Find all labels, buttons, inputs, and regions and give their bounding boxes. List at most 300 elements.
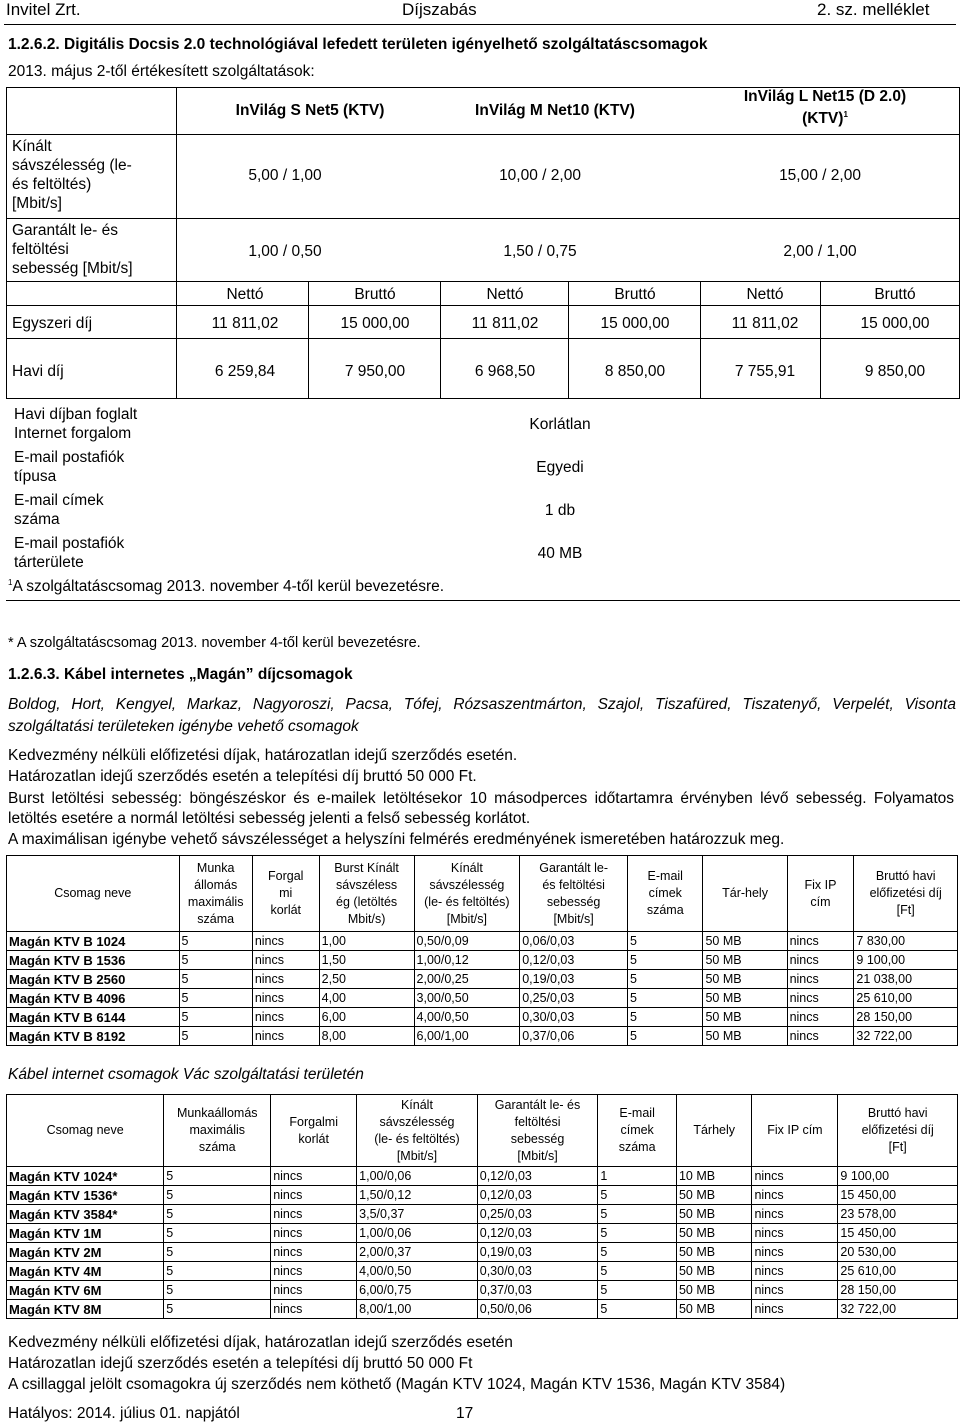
monthly-value: 6 259,84 [214, 363, 276, 380]
col-header [787, 856, 854, 932]
note-discount: Kedvezmény nélküli előfizetési díjak, határozatlan idejű szerződés esetén [8, 1334, 513, 1351]
guaranteed-label [12, 221, 177, 278]
header-line: Bruttó havi [875, 869, 936, 883]
table-cell: nincs [271, 1205, 357, 1224]
table-cell: 0,12/0,03 [520, 951, 628, 970]
package-l-header-ktv [700, 110, 950, 128]
table-row [7, 1243, 958, 1262]
package-l-header-ktv-text: (KTV) [802, 110, 844, 128]
package-name-cell: Magán KTV B 6144 [7, 1008, 180, 1027]
table-cell: 50 MB [703, 932, 787, 951]
table-cell: 0,12/0,03 [477, 1224, 598, 1243]
header-line: (le- és feltöltés) [424, 894, 510, 909]
header-line: Fix IP cím [767, 1123, 823, 1137]
table-cell: 3,5/0,37 [357, 1205, 478, 1224]
package-name-cell: Magán KTV B 1024 [7, 932, 180, 951]
col-brutto: Bruttó [354, 286, 396, 303]
label-line: E-mail címek [14, 492, 104, 509]
para-max: A maximálisan igénybe vehető sávszélességet a helyszíni felmérés eredményének ismeretében határozzuk meg. [8, 831, 785, 848]
header-line: előfizetési díj [861, 1123, 934, 1137]
table-cell: 20 530,00 [838, 1243, 958, 1262]
table-cell: nincs [752, 1224, 838, 1243]
package-name-cell: Magán KTV 4M [7, 1262, 164, 1281]
table-cell: nincs [787, 1027, 854, 1046]
label-line: Internet forgalom [14, 425, 132, 442]
header-line: Kínált [450, 860, 483, 875]
header-line: Munkaállomás [176, 1106, 258, 1120]
table-cell: 2,00/0,37 [357, 1243, 478, 1262]
one-time-label: Egyszeri díj [12, 315, 93, 332]
label-line: [Mbit/s] [12, 195, 62, 212]
table-cell: nincs [271, 1281, 357, 1300]
s1-rule [6, 281, 960, 282]
col-header [477, 1095, 598, 1167]
table-cell: 32 722,00 [854, 1027, 958, 1046]
col-brutto: Bruttó [614, 286, 656, 303]
table-cell: 5 [628, 932, 703, 951]
table-cell: 5 [179, 989, 252, 1008]
package-name-cell: Magán KTV 3584* [7, 1205, 164, 1224]
feature-value: Egyedi [536, 459, 584, 476]
table-cell: 9 100,00 [854, 951, 958, 970]
vac-table [6, 1094, 958, 1319]
table-cell: 0,19/0,03 [520, 970, 628, 989]
table-cell: 5 [598, 1243, 677, 1262]
section2-title-prefix: 1.2.6.3. Kábel internetes [8, 666, 189, 683]
label-line: Havi díjban foglalt [14, 406, 138, 423]
header-line: [Ft] [896, 903, 915, 917]
table-cell: 5 [164, 1281, 271, 1300]
section1-title: 1.2.6.2. Digitális Docsis 2.0 technológiával lefedett területen igényelhető szolgáltatáscsomagok [8, 36, 708, 53]
package-name-cell: Magán KTV 1024* [7, 1167, 164, 1186]
table-cell: 0,06/0,03 [520, 932, 628, 951]
table-cell: 50 MB [676, 1205, 751, 1224]
header-title: Díjszabás [402, 0, 477, 19]
s1-rule [6, 338, 960, 339]
col-header [703, 856, 787, 932]
package-name-cell: Magán KTV B 4096 [7, 989, 180, 1008]
monthly-label: Havi díj [12, 363, 64, 380]
one-time-value: 11 811,02 [731, 315, 799, 332]
col-header [252, 856, 319, 932]
table-cell: 0,25/0,03 [477, 1205, 598, 1224]
header-line: Forgal [268, 869, 304, 883]
label-line: típusa [14, 468, 57, 485]
table-cell: nincs [752, 1300, 838, 1319]
header-line: [Mbit/s] [396, 1148, 438, 1163]
footnote-marker: 1 [8, 578, 13, 587]
table-row [7, 1008, 958, 1027]
header-line: száma [618, 1140, 656, 1154]
table-cell: 5 [598, 1300, 677, 1319]
header-line: Tárhely [693, 1123, 736, 1137]
feature-label [14, 534, 214, 572]
table-cell: 0,12/0,03 [477, 1186, 598, 1205]
footnote-marker: 1 [843, 110, 848, 119]
col-header [676, 1095, 751, 1167]
table-cell: 5 [179, 932, 252, 951]
table-cell: nincs [252, 989, 319, 1008]
table-cell: 1 [598, 1167, 677, 1186]
footer-effective: Hatályos: 2014. július 01. napjától [8, 1405, 240, 1422]
bandwidth-label [12, 137, 177, 213]
note-install-fee: Határozatlan idejű szerződés esetén a telepítési díj bruttó 50 000 Ft [8, 1355, 473, 1372]
table-cell: 4,00/0,50 [357, 1262, 478, 1281]
table-cell: 5 [628, 970, 703, 989]
table-cell: 32 722,00 [838, 1300, 958, 1319]
table-cell: 7 830,00 [854, 932, 958, 951]
header-line: maximális [187, 894, 244, 909]
service-areas: Boldog, Hort, Kengyel, Markaz, Nagyoroszi, Pacsa, Tófej, Rózsaszentmárton, Szajol, Tiszafüred, Tiszatenyő, Verpelét, Visonta szolgáltatási területeken igénybe vehető csomagok [8, 696, 956, 735]
header-line: korlát [270, 903, 302, 917]
para-discount: Kedvezmény nélküli előfizetési díjak, határozatlan idejű szerződés esetén. [8, 747, 518, 764]
bandwidth-l: 15,00 / 2,00 [779, 167, 861, 184]
table-cell: nincs [787, 970, 854, 989]
table-cell: 5 [628, 1008, 703, 1027]
guaranteed-m: 1,50 / 0,75 [503, 243, 577, 260]
header-line: E-mail [647, 869, 683, 883]
package-s-header: InVilág S Net5 (KTV) [235, 102, 385, 119]
header-line: sebesség [546, 894, 601, 909]
table-cell: 28 150,00 [854, 1008, 958, 1027]
package-name-cell: Magán KTV 8M [7, 1300, 164, 1319]
col-header [271, 1095, 357, 1167]
table-cell: 4,00 [319, 989, 414, 1008]
table-row [7, 1300, 958, 1319]
section3-title: Kábel internet csomagok Vác szolgáltatási területén [8, 1066, 364, 1083]
table-row [7, 1224, 958, 1243]
col-header [319, 856, 414, 932]
table-cell: 0,30/0,03 [477, 1262, 598, 1281]
table-cell: 1,00/0,12 [414, 951, 520, 970]
col-header [357, 1095, 478, 1167]
table-cell: 1,00/0,06 [357, 1167, 478, 1186]
table-cell: 50 MB [676, 1300, 751, 1319]
header-line: [Mbit/s] [517, 1148, 558, 1163]
header-line: [Ft] [888, 1140, 907, 1154]
section2-title-quoted: „Magán” [188, 666, 254, 683]
bandwidth-m: 10,00 / 2,00 [499, 167, 581, 184]
table-cell: nincs [787, 989, 854, 1008]
header-line: Csomag neve [46, 1123, 124, 1137]
table-cell: 2,00/0,25 [414, 970, 520, 989]
header-line: Munka [196, 860, 235, 875]
col-header [164, 1095, 271, 1167]
table-cell: 0,37/0,06 [520, 1027, 628, 1046]
label-line: és feltöltés) [12, 176, 92, 193]
table-cell: 0,25/0,03 [520, 989, 628, 1008]
table-header-row [7, 1095, 958, 1167]
header-line: korlát [298, 1131, 329, 1146]
table-row [7, 1262, 958, 1281]
label-line: tárterülete [14, 554, 84, 571]
header-line: sávszélesség [379, 1114, 455, 1129]
header-line: címek [648, 886, 682, 900]
table-cell: 6,00/1,00 [414, 1027, 520, 1046]
package-name-cell: Magán KTV B 8192 [7, 1027, 180, 1046]
table-cell: nincs [752, 1167, 838, 1186]
vac-table-body [7, 1167, 958, 1319]
table-row [7, 970, 958, 989]
table-cell: 4,00/0,50 [414, 1008, 520, 1027]
header-line: Forgalmi [289, 1114, 338, 1129]
table-cell: 6,00 [319, 1008, 414, 1027]
header-line: Garantált le- és [494, 1097, 581, 1112]
table-cell: nincs [271, 1300, 357, 1319]
label-line: Garantált le- és [12, 222, 118, 239]
s1-rule [6, 398, 960, 399]
label-line: sebesség [Mbit/s] [12, 260, 133, 277]
table-cell: nincs [271, 1186, 357, 1205]
feature-value: 40 MB [537, 545, 583, 562]
header-line: címek [620, 1123, 654, 1137]
monthly-value: 6 968,50 [474, 363, 536, 380]
package-name-cell: Magán KTV B 1536 [7, 951, 180, 970]
package-l-header: InVilág L Net15 (D 2.0) [743, 88, 907, 105]
header-line: és feltöltési [542, 877, 605, 892]
table-cell: 50 MB [703, 951, 787, 970]
star-note: * A szolgáltatáscsomag 2013. november 4-től kerül bevezetésre. [8, 635, 421, 651]
table-cell: 5 [164, 1300, 271, 1319]
col-header [414, 856, 520, 932]
s1-vrule [6, 87, 7, 398]
table-cell: nincs [787, 951, 854, 970]
table-cell: 0,19/0,03 [477, 1243, 598, 1262]
table-cell: nincs [752, 1262, 838, 1281]
table-cell: 15 450,00 [838, 1186, 958, 1205]
footnote [8, 578, 444, 596]
table-cell: 5 [164, 1205, 271, 1224]
table-cell: 9 100,00 [838, 1167, 958, 1186]
table-cell: nincs [252, 1008, 319, 1027]
label-line: sávszélesség (le- [12, 157, 132, 174]
col-header [7, 1095, 164, 1167]
table-cell: nincs [752, 1186, 838, 1205]
table-row [7, 1205, 958, 1224]
col-netto: Nettó [486, 286, 524, 303]
package-name-cell: Magán KTV 6M [7, 1281, 164, 1300]
feature-value: 1 db [544, 502, 576, 519]
header-line: Csomag neve [54, 886, 132, 900]
table-header-row [7, 856, 958, 932]
monthly-value: 8 850,00 [604, 363, 666, 380]
table-cell: 28 150,00 [838, 1281, 958, 1300]
col-brutto: Bruttó [874, 286, 916, 303]
table-row [7, 1281, 958, 1300]
table-cell: nincs [752, 1243, 838, 1262]
table-cell: 23 578,00 [838, 1205, 958, 1224]
guaranteed-s: 1,00 / 0,50 [248, 243, 322, 260]
col-header [752, 1095, 838, 1167]
label-line: E-mail postafiók [14, 535, 125, 552]
footnote-text: A szolgáltatáscsomag 2013. november 4-től kerül bevezetésre. [12, 578, 445, 596]
header-company: Invitel Zrt. [6, 0, 81, 19]
s1-rule [6, 134, 960, 135]
table-cell: 15 450,00 [838, 1224, 958, 1243]
table-cell: 21 038,00 [854, 970, 958, 989]
one-time-value: 15 000,00 [340, 315, 410, 332]
table-cell: 5 [164, 1262, 271, 1281]
table-cell: 8,00 [319, 1027, 414, 1046]
monthly-value: 9 850,00 [864, 363, 926, 380]
col-header [854, 856, 958, 932]
col-header [179, 856, 252, 932]
para-install-fee: Határozatlan idejű szerződés esetén a telepítési díj bruttó 50 000 Ft. [8, 768, 477, 785]
col-header [598, 1095, 677, 1167]
feature-label [14, 448, 214, 486]
monthly-value: 7 950,00 [344, 363, 406, 380]
table-cell: nincs [787, 932, 854, 951]
header-line: [Mbit/s] [553, 911, 594, 926]
s1-rule [6, 218, 960, 219]
table-cell: 0,50/0,09 [414, 932, 520, 951]
header-line: száma [198, 1140, 236, 1154]
table-cell: nincs [252, 932, 319, 951]
header-line: (le- és feltöltés) [374, 1131, 460, 1146]
package-name-cell: Magán KTV B 2560 [7, 970, 180, 989]
bandwidth-s: 5,00 / 1,00 [248, 167, 322, 184]
table-row [7, 1027, 958, 1046]
table-cell: nincs [252, 970, 319, 989]
feature-value: Korlátlan [529, 416, 591, 433]
table-cell: 5 [179, 951, 252, 970]
header-line: E-mail [619, 1106, 655, 1120]
header-line: [Mbit/s] [446, 911, 488, 926]
table-cell: 1,50 [319, 951, 414, 970]
one-time-value: 11 811,02 [211, 315, 279, 332]
table-cell: 5 [628, 989, 703, 1008]
s1-rule [6, 305, 960, 306]
table-cell: nincs [787, 1008, 854, 1027]
table-cell: nincs [271, 1224, 357, 1243]
package-name-cell: Magán KTV 1M [7, 1224, 164, 1243]
table-cell: 25 610,00 [838, 1262, 958, 1281]
header-line: száma [646, 903, 684, 917]
table-cell: 3,00/0,50 [414, 989, 520, 1008]
header-line: sávszéless [336, 877, 398, 892]
table-cell: nincs [752, 1281, 838, 1300]
col-header [838, 1095, 958, 1167]
package-m-header: InVilág M Net10 (KTV) [475, 102, 635, 119]
label-line: E-mail postafiók [14, 449, 125, 466]
section2-title [8, 666, 353, 684]
table-cell: 5 [598, 1205, 677, 1224]
monthly-value: 7 755,91 [734, 363, 796, 380]
table-cell: 5 [628, 951, 703, 970]
header-line: ég (letöltés [336, 894, 398, 909]
header-line: maximális [189, 1123, 246, 1137]
table-cell: 0,37/0,03 [477, 1281, 598, 1300]
header-line: Mbit/s) [347, 911, 386, 926]
header-line: állomás [194, 877, 238, 892]
header-line: száma [197, 911, 235, 926]
table-cell: 50 MB [703, 989, 787, 1008]
table-cell: 0,30/0,03 [520, 1008, 628, 1027]
col-header [520, 856, 628, 932]
table-cell: 50 MB [676, 1224, 751, 1243]
magan-table [6, 855, 958, 1046]
table-cell: 8,00/1,00 [357, 1300, 478, 1319]
table-cell: 5 [164, 1167, 271, 1186]
col-header [628, 856, 703, 932]
table-row [7, 1167, 958, 1186]
table-cell: 1,00 [319, 932, 414, 951]
footer-page-number: 17 [456, 1405, 474, 1422]
table-cell: 50 MB [676, 1243, 751, 1262]
package-name-cell: Magán KTV 1536* [7, 1186, 164, 1205]
header-line: Tár-hely [722, 886, 768, 900]
note-starred: A csillaggal jelölt csomagokra új szerződés nem köthető (Magán KTV 1024, Magán KTV 1536, Magán KTV 3584) [8, 1376, 786, 1393]
table-cell: 0,12/0,03 [477, 1167, 598, 1186]
table-cell: 5 [179, 970, 252, 989]
label-line: Kínált [12, 138, 52, 155]
table-cell: 1,00/0,06 [357, 1224, 478, 1243]
header-line: Burst Kínált [334, 860, 399, 875]
one-time-value: 15 000,00 [600, 315, 670, 332]
header-line: mi [279, 886, 293, 900]
col-netto: Nettó [226, 286, 264, 303]
header-line: Garantált le- [539, 860, 608, 875]
table-cell: 5 [598, 1262, 677, 1281]
header-line: Kínált [400, 1097, 433, 1112]
header-line: sávszélesség [429, 877, 505, 892]
header-line: Bruttó havi [867, 1106, 928, 1120]
s1-rule-bottom [6, 600, 960, 601]
feature-label [14, 491, 214, 529]
one-time-value: 11 811,02 [471, 315, 539, 332]
one-time-value: 15 000,00 [860, 315, 930, 332]
table-cell: 5 [598, 1224, 677, 1243]
table-row [7, 951, 958, 970]
table-cell: 5 [628, 1027, 703, 1046]
header-line: feltöltési [514, 1114, 561, 1129]
table-cell: 5 [164, 1224, 271, 1243]
table-row [7, 1186, 958, 1205]
table-cell: 50 MB [703, 1008, 787, 1027]
table-row [7, 932, 958, 951]
table-cell: 50 MB [676, 1281, 751, 1300]
table-row [7, 989, 958, 1008]
feature-label [14, 405, 214, 443]
table-cell: nincs [752, 1205, 838, 1224]
table-cell: 0,50/0,06 [477, 1300, 598, 1319]
header-line: Fix IP [804, 877, 837, 892]
section2-title-suffix: díjcsomagok [253, 666, 353, 683]
para-burst: Burst letöltési sebesség: böngészéskor és e-mailek letöltésekor 10 másodperces időtartamra érvényben lévő sebesség. Folyamatos letöltés esetére a normál letöltési sebesség jelenti a felső sebesség korlátot. [8, 790, 954, 827]
table-cell: 50 MB [676, 1262, 751, 1281]
table-cell: nincs [252, 951, 319, 970]
table-cell: nincs [252, 1027, 319, 1046]
table-cell: 5 [164, 1186, 271, 1205]
header-rule [4, 24, 956, 25]
table-cell: 5 [164, 1243, 271, 1262]
table-cell: 50 MB [703, 970, 787, 989]
table-cell: 5 [598, 1281, 677, 1300]
col-netto: Nettó [746, 286, 784, 303]
header-line: előfizetési díj [869, 886, 942, 900]
guaranteed-l: 2,00 / 1,00 [783, 243, 857, 260]
table-cell: 2,50 [319, 970, 414, 989]
label-line: száma [14, 511, 60, 528]
table-cell: 5 [179, 1027, 252, 1046]
table-cell: 1,50/0,12 [357, 1186, 478, 1205]
header-line: sebesség [510, 1131, 565, 1146]
table-cell: 5 [179, 1008, 252, 1027]
table-cell: nincs [271, 1167, 357, 1186]
header-annex: 2. sz. melléklet [817, 0, 930, 19]
col-header [7, 856, 180, 932]
table-cell: 6,00/0,75 [357, 1281, 478, 1300]
